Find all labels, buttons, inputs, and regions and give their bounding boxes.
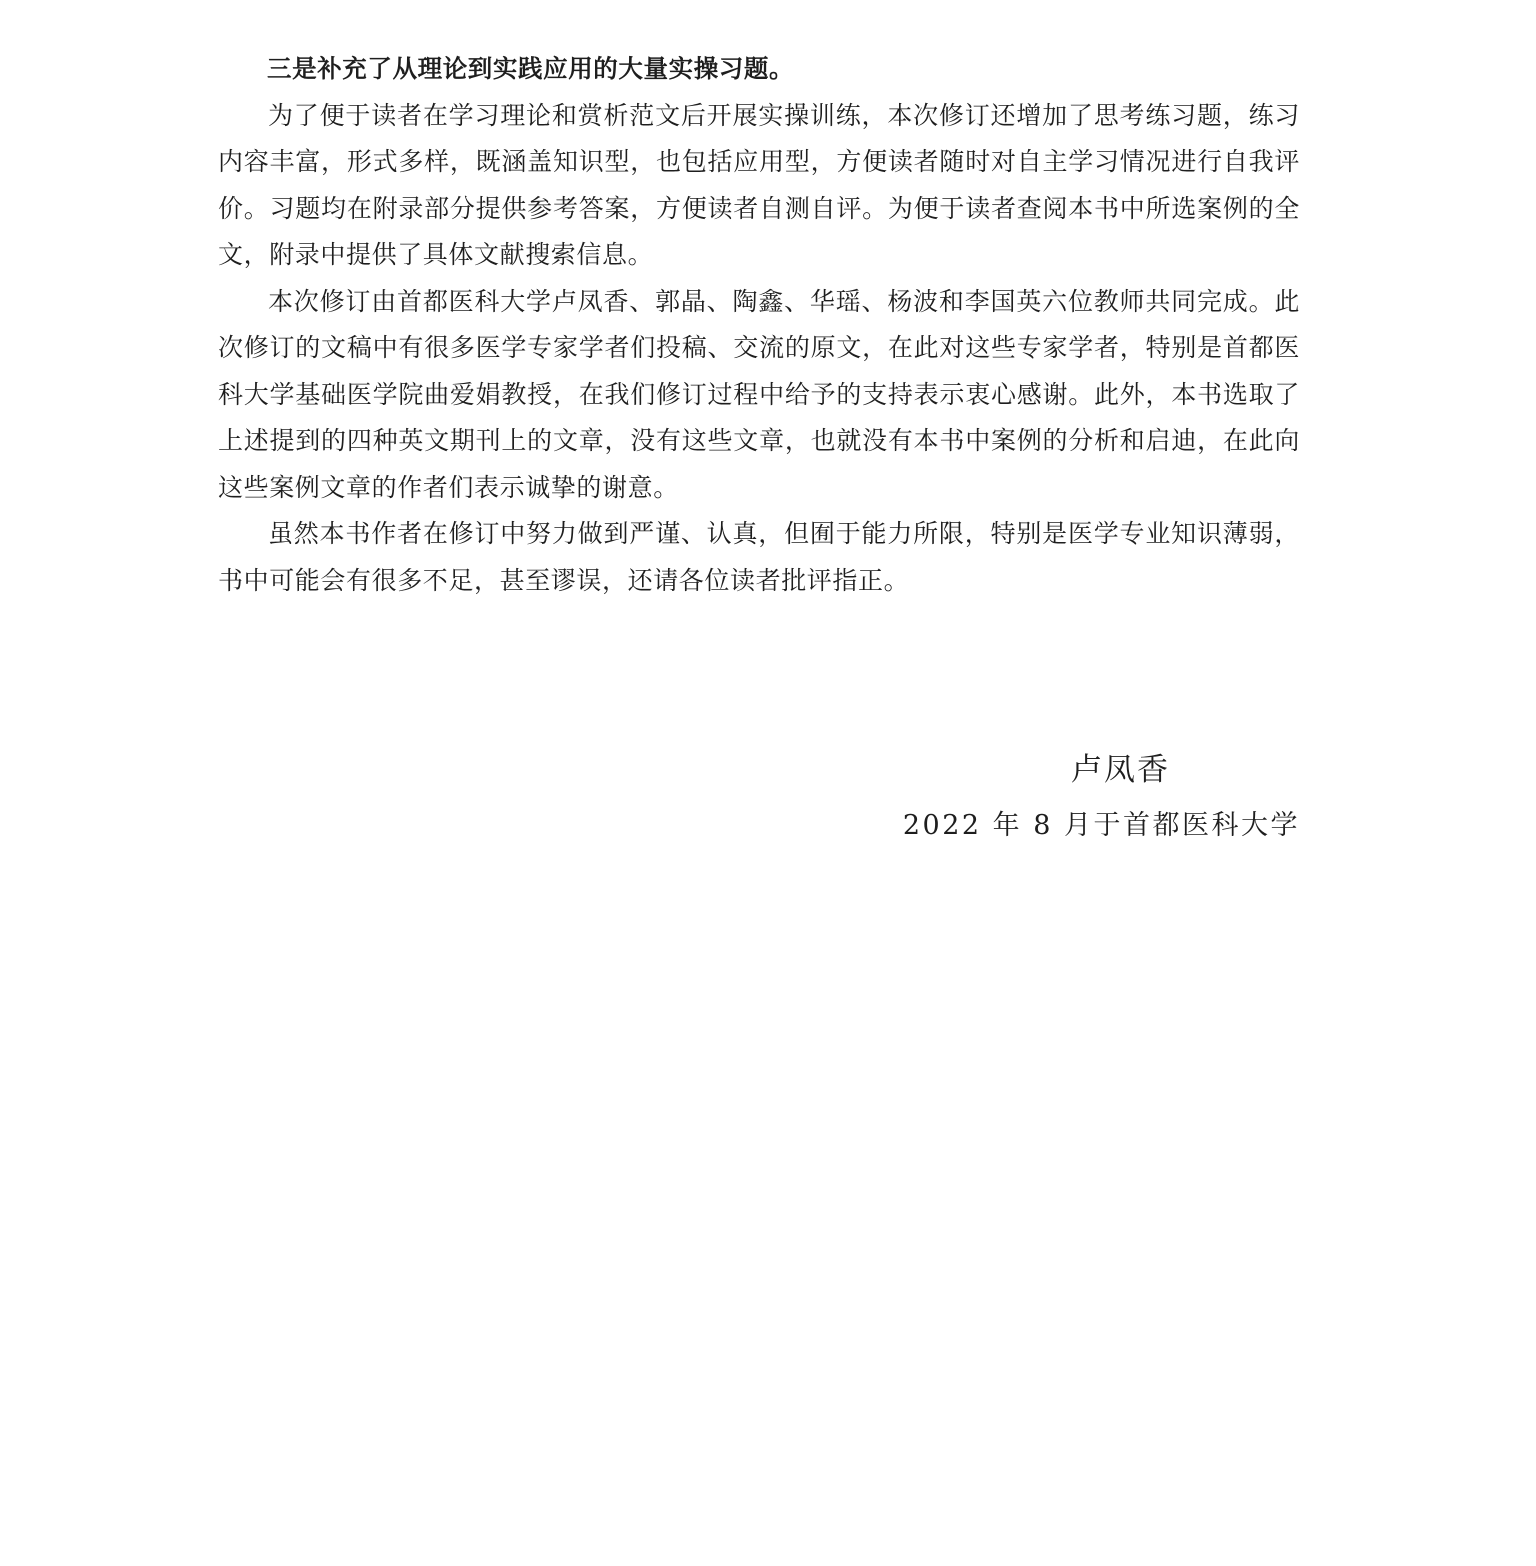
signature-block xyxy=(903,746,1300,846)
paragraph-exercises: 为了便于读者在学习理论和赏析范文后开展实操训练，本次修订还增加了思考练习题，练习内容丰富，形式多样，既涵盖知识型，也包括应用型，方便读者随时对自主学习情况进行自我评价。习题均在附录部分提供参考答案，方便读者自测自评。为便于读者查阅本书中所选案例的全文，附录中提供了具体文献搜索信息。 xyxy=(218,100,1300,269)
paragraph-disclaimer: 虽然本书作者在修订中努力做到严谨、认真，但囿于能力所限，特别是医学专业知识薄弱，书中可能会有很多不足，甚至谬误，还请各位读者批评指正。 xyxy=(218,519,1300,595)
section-heading: 三是补充了从理论到实践应用的大量实操习题。 xyxy=(267,54,795,83)
document-body xyxy=(218,46,1300,604)
date-place: 2022 年 8 月于首都医科大学 xyxy=(902,810,1300,841)
author-name: 卢凤香 xyxy=(1071,752,1170,788)
paragraph-acknowledgements: 本次修订由首都医科大学卢凤香、郭晶、陶鑫、华瑶、杨波和李国英六位教师共同完成。此次修订的文稿中有很多医学专家学者们投稿、交流的原文，在此对这些专家学者，特别是首都医科大学基础医学院曲爱娟教授，在我们修订过程中给予的支持表示衷心感谢。此外，本书选取了上述提到的四种英文期刊上的文章，没有这些文章，也就没有本书中案例的分析和启迪，在此向这些案例文章的作者们表示诚挚的谢意。 xyxy=(218,286,1300,502)
